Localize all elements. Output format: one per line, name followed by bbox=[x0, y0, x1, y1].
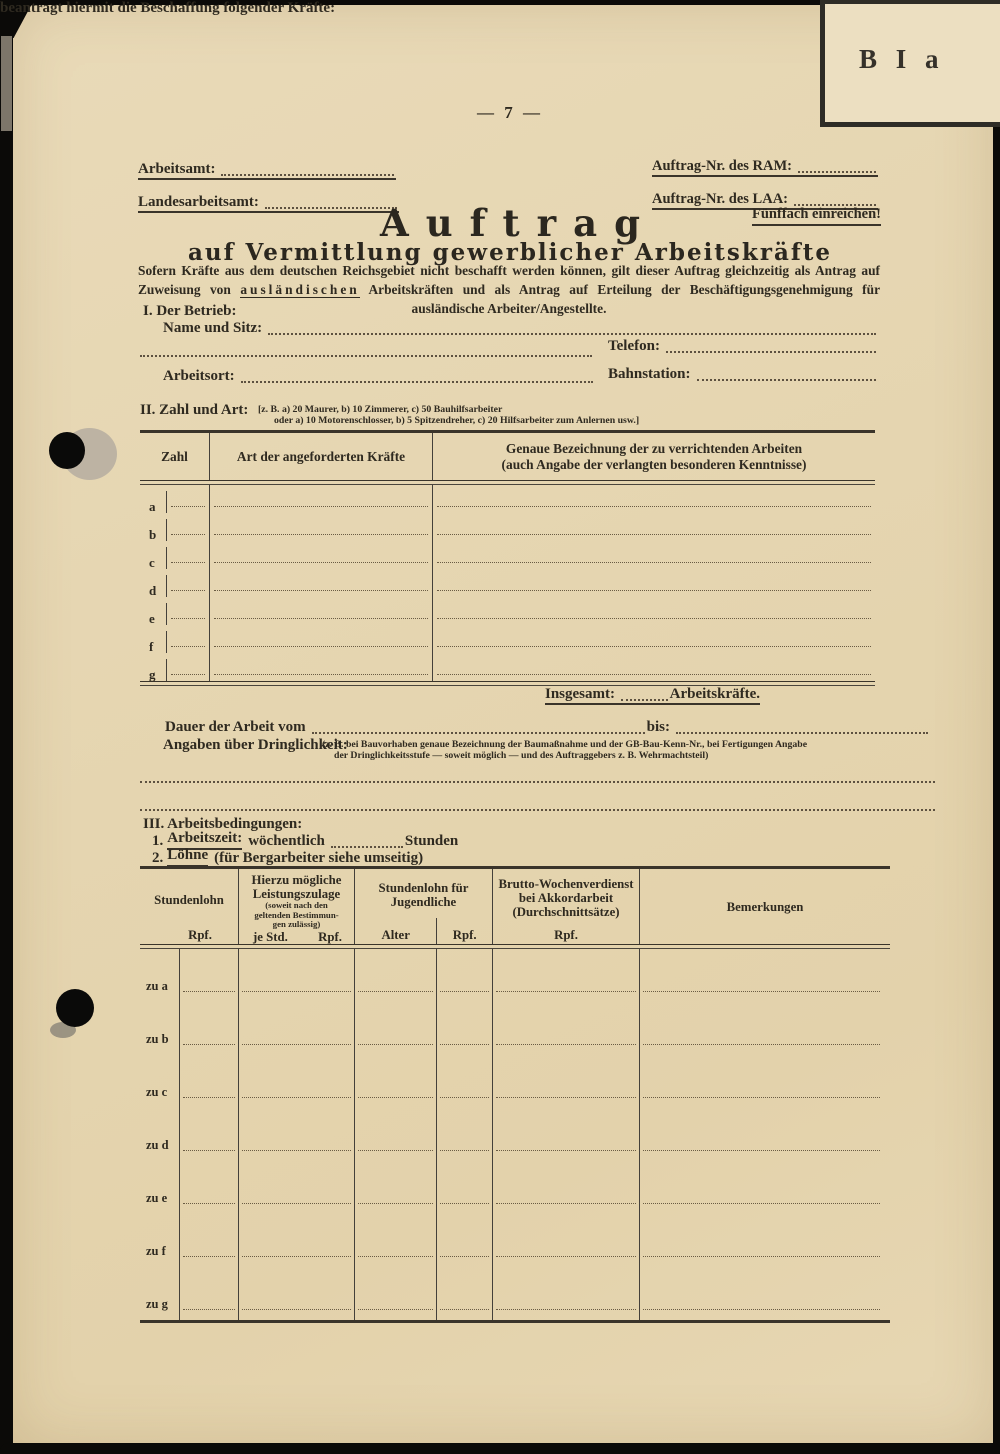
bahnstation-row bbox=[608, 363, 878, 383]
arbeitszeit-row: 1. Arbeitszeit: wöchentlich Stunden bbox=[152, 829, 459, 849]
duration-row bbox=[165, 716, 930, 736]
stundenlohn-field-f[interactable] bbox=[183, 1250, 235, 1257]
art-field-e[interactable] bbox=[214, 612, 428, 619]
stundenlohn-field-g[interactable] bbox=[183, 1303, 235, 1310]
section2-examples bbox=[258, 404, 818, 426]
bezeichnung-field-b[interactable] bbox=[437, 528, 871, 535]
bezeichnung-field-c[interactable] bbox=[437, 556, 871, 563]
zahl-field-g[interactable] bbox=[171, 668, 205, 675]
table-row: c bbox=[140, 541, 875, 569]
art-field-b[interactable] bbox=[214, 528, 428, 535]
akkord-field-f[interactable] bbox=[496, 1250, 636, 1257]
zulage-field-b[interactable] bbox=[242, 1038, 351, 1045]
alter-field-a[interactable] bbox=[358, 985, 433, 992]
wage-row: zu a bbox=[140, 949, 890, 1002]
intro-line-3: ausländische Arbeiter/Angestellte. bbox=[411, 301, 607, 316]
total-label: Insgesamt: bbox=[545, 685, 615, 702]
form-subtitle: auf Vermittlung gewerblicher Arbeitskräfte bbox=[187, 239, 832, 266]
zahl-field-e[interactable] bbox=[171, 612, 205, 619]
table-row: e bbox=[140, 597, 875, 625]
wage-table-header bbox=[140, 866, 890, 944]
total-row bbox=[545, 683, 760, 705]
urgency-field-line-2[interactable] bbox=[140, 794, 935, 811]
urgency-label: Angaben über Dringlichkeit: bbox=[163, 737, 348, 753]
landesarbeitsamt-label: Landesarbeitsamt: bbox=[138, 193, 259, 210]
bemerkungen-header: Bemerkungen bbox=[726, 899, 804, 914]
duration-to-label: bis: bbox=[646, 718, 670, 735]
page-number: — 7 — bbox=[477, 103, 543, 122]
duration-from-field[interactable] bbox=[312, 722, 645, 734]
bemerkung-field-f[interactable] bbox=[643, 1250, 880, 1257]
bahnstation-field[interactable] bbox=[697, 369, 876, 381]
punch-hole-bottom bbox=[56, 989, 94, 1027]
intro-line-1: Sofern Kräfte aus dem deutschen Reichsgebiet nicht beschafft werden können, gilt dieser Auftrag gleichzeitig als Antrag auf bbox=[138, 263, 880, 278]
loehne-row: 2. Löhne (für Bergarbeiter siehe umseitig) bbox=[152, 846, 424, 866]
zulage-field-g[interactable] bbox=[242, 1303, 351, 1310]
jugend-rpf-field-c[interactable] bbox=[440, 1091, 489, 1098]
zahl-field-b[interactable] bbox=[171, 528, 205, 535]
example-line-1: [z. B. a) 20 Maurer, b) 10 Zimmerer, c) 50 Bauhilfsarbeiter bbox=[258, 404, 503, 415]
zahl-field-f[interactable] bbox=[171, 640, 205, 647]
akkord-field-g[interactable] bbox=[496, 1303, 636, 1310]
akkord-field-d[interactable] bbox=[496, 1144, 636, 1151]
bezeichnung-field-d[interactable] bbox=[437, 584, 871, 591]
section2-heading: II. Zahl und Art: bbox=[140, 402, 249, 418]
name-continuation-field[interactable] bbox=[140, 340, 592, 357]
art-field-g[interactable] bbox=[214, 668, 428, 675]
wage-row: zu d bbox=[140, 1108, 890, 1161]
left-scan-edge bbox=[0, 0, 13, 1454]
table-row: g bbox=[140, 653, 875, 681]
section1-heading: I. Der Betrieb: bbox=[143, 303, 237, 319]
stundenlohn-header: Stundenlohn Rpf. bbox=[140, 869, 239, 944]
bezeichnung-field-f[interactable] bbox=[437, 640, 871, 647]
zulage-field-f[interactable] bbox=[242, 1250, 351, 1257]
akkord-field-b[interactable] bbox=[496, 1038, 636, 1045]
jugend-rpf-field-d[interactable] bbox=[440, 1144, 489, 1151]
wage-row: zu g bbox=[140, 1267, 890, 1320]
duration-to-field[interactable] bbox=[676, 722, 928, 734]
art-field-f[interactable] bbox=[214, 640, 428, 647]
telefon-label: Telefon: bbox=[608, 337, 660, 354]
right-scan-edge bbox=[993, 112, 1000, 1454]
example-line-2: oder a) 10 Motorenschlosser, b) 5 Spitzendreher, c) 20 Hilfsarbeiter zum Anlernen usw.] bbox=[274, 415, 640, 426]
form-title: Auftrag bbox=[380, 201, 657, 245]
telefon-row bbox=[608, 337, 878, 355]
stundenlohn-field-d[interactable] bbox=[183, 1144, 235, 1151]
stundenlohn-field-c[interactable] bbox=[183, 1091, 235, 1098]
akkord-field-a[interactable] bbox=[496, 985, 636, 992]
arbeitsort-label: Arbeitsort: bbox=[163, 367, 235, 384]
bezeichnung-field-g[interactable] bbox=[437, 668, 871, 675]
ram-number-row bbox=[652, 155, 878, 177]
col-genau-header: Genaue Bezeichnung der zu verrichtenden Arbeiten (auch Angabe der verlangten besonderen Kenntnisse) bbox=[501, 440, 807, 472]
art-field-d[interactable] bbox=[214, 584, 428, 591]
zahl-field-a[interactable] bbox=[171, 500, 205, 507]
zahl-field-c[interactable] bbox=[171, 556, 205, 563]
bahnstation-label: Bahnstation: bbox=[608, 365, 691, 382]
intro-line-2: Zuweisung von ausländischen Arbeitskräften und als Antrag auf Erteilung der Beschäftigungsgenehmigung für bbox=[138, 282, 881, 297]
jugend-rpf-field-g[interactable] bbox=[440, 1303, 489, 1310]
arbeitszeit-label: Arbeitszeit: bbox=[167, 830, 242, 850]
table-row: b bbox=[140, 513, 875, 541]
request-line: beantragt hiermit die Beschaffung folgender Kräfte: bbox=[0, 0, 336, 16]
wage-row: zu e bbox=[140, 1161, 890, 1214]
laa-number-label: Auftrag-Nr. des LAA: bbox=[652, 191, 788, 208]
art-field-c[interactable] bbox=[214, 556, 428, 563]
wage-table-body bbox=[140, 949, 890, 1323]
zulage-field-e[interactable] bbox=[242, 1197, 351, 1204]
jugend-rpf-field-e[interactable] bbox=[440, 1197, 489, 1204]
jugend-rpf-field-f[interactable] bbox=[440, 1250, 489, 1257]
arbeitsort-field[interactable] bbox=[241, 371, 593, 383]
table-row: a bbox=[140, 485, 875, 513]
urgency-field-line-1[interactable] bbox=[140, 766, 935, 783]
workers-table-header bbox=[140, 430, 875, 480]
bezeichnung-field-a[interactable] bbox=[437, 500, 871, 507]
alter-field-e[interactable] bbox=[358, 1197, 433, 1204]
urgency-hint bbox=[322, 739, 937, 761]
col-zahl-header: Zahl bbox=[140, 433, 210, 480]
urgency-hint-line-1: (z. B. bei Bauvorhaben genaue Bezeichnung der Baumaßnahme und der GB-Bau-Kenn-Nr., bei Fertigungen Angabe bbox=[322, 739, 808, 750]
stunden-suffix: Stunden bbox=[404, 832, 459, 849]
total-field[interactable] bbox=[621, 689, 668, 701]
zulage-field-d[interactable] bbox=[242, 1144, 351, 1151]
name-sitz-field[interactable] bbox=[268, 323, 876, 335]
akkord-field-e[interactable] bbox=[496, 1197, 636, 1204]
table-row: d bbox=[140, 569, 875, 597]
alter-field-b[interactable] bbox=[358, 1038, 433, 1045]
bemerkung-field-c[interactable] bbox=[643, 1091, 880, 1098]
workers-table bbox=[140, 430, 875, 686]
workers-table-body bbox=[140, 485, 875, 681]
duration-from-label: Dauer der Arbeit vom bbox=[165, 718, 306, 735]
jugendliche-header: Stundenlohn für Jugendliche Alter Rpf. bbox=[355, 869, 493, 944]
bemerkung-field-b[interactable] bbox=[643, 1038, 880, 1045]
akkordarbeit-header: Brutto-Wochenverdienst bei Akkordarbeit (Durchschnittsätze) Rpf. bbox=[493, 869, 640, 944]
wage-table bbox=[140, 866, 890, 1323]
col-art-header: Art der angeforderten Kräfte bbox=[210, 433, 433, 480]
alter-field-g[interactable] bbox=[358, 1303, 433, 1310]
arbeitszeit-field[interactable] bbox=[331, 836, 403, 848]
zulage-field-a[interactable] bbox=[242, 985, 351, 992]
bottom-scan-edge bbox=[0, 1443, 1000, 1454]
ram-number-field[interactable] bbox=[798, 161, 876, 173]
emphasized-auslaendischen: ausländischen bbox=[240, 282, 360, 297]
stundenlohn-field-a[interactable] bbox=[183, 985, 235, 992]
submit-note: Fünffach einreichen! bbox=[752, 206, 881, 226]
stundenlohn-field-b[interactable] bbox=[183, 1038, 235, 1045]
stundenlohn-field-e[interactable] bbox=[183, 1197, 235, 1204]
bemerkung-field-e[interactable] bbox=[643, 1197, 880, 1204]
wage-row: zu b bbox=[140, 1002, 890, 1055]
leistungszulage-header: Hierzu mögliche Leistungszulage (soweit nach den geltenden Bestimmun- gen zulässig) je Std. Rpf. bbox=[239, 869, 355, 944]
urgency-hint-line-2: der Dringlichkeitsstufe — soweit möglich — und des Auftraggebers z. B. Wehrmachtsteil) bbox=[334, 750, 709, 761]
wage-row: zu c bbox=[140, 1055, 890, 1108]
telefon-field[interactable] bbox=[666, 341, 876, 353]
punch-hole-top bbox=[49, 432, 85, 469]
table-row: f bbox=[140, 625, 875, 653]
akkord-field-c[interactable] bbox=[496, 1091, 636, 1098]
name-sitz-row bbox=[163, 319, 878, 337]
bezeichnung-field-e[interactable] bbox=[437, 612, 871, 619]
name-sitz-label: Name und Sitz: bbox=[163, 319, 263, 336]
arbeitsamt-label: Arbeitsamt: bbox=[138, 160, 216, 177]
arbeitsamt-row bbox=[138, 157, 396, 180]
bemerkung-field-d[interactable] bbox=[643, 1144, 880, 1151]
intro-paragraph bbox=[138, 261, 880, 318]
jugend-rpf-field-b[interactable] bbox=[440, 1038, 489, 1045]
arbeitsort-row bbox=[163, 365, 595, 385]
ram-number-label: Auftrag-Nr. des RAM: bbox=[652, 158, 793, 175]
loehne-label: Löhne bbox=[167, 847, 208, 867]
arbeitsamt-field[interactable] bbox=[221, 164, 394, 176]
art-field-a[interactable] bbox=[214, 500, 428, 507]
section3-heading: III. Arbeitsbedingungen: bbox=[143, 816, 303, 832]
bemerkung-field-a[interactable] bbox=[643, 985, 880, 992]
table-bottom-border bbox=[140, 681, 875, 686]
zulage-field-c[interactable] bbox=[242, 1091, 351, 1098]
bemerkung-field-g[interactable] bbox=[643, 1303, 880, 1310]
alter-field-f[interactable] bbox=[358, 1250, 433, 1257]
zahl-field-d[interactable] bbox=[171, 584, 205, 591]
alter-field-d[interactable] bbox=[358, 1144, 433, 1151]
alter-field-c[interactable] bbox=[358, 1091, 433, 1098]
form-code-box bbox=[820, 0, 1000, 127]
total-suffix: Arbeitskräfte. bbox=[669, 685, 760, 702]
jugend-rpf-field-a[interactable] bbox=[440, 985, 489, 992]
left-edge-backing bbox=[1, 36, 12, 131]
wage-row: zu f bbox=[140, 1214, 890, 1267]
form-code-label: B I a bbox=[859, 44, 945, 74]
